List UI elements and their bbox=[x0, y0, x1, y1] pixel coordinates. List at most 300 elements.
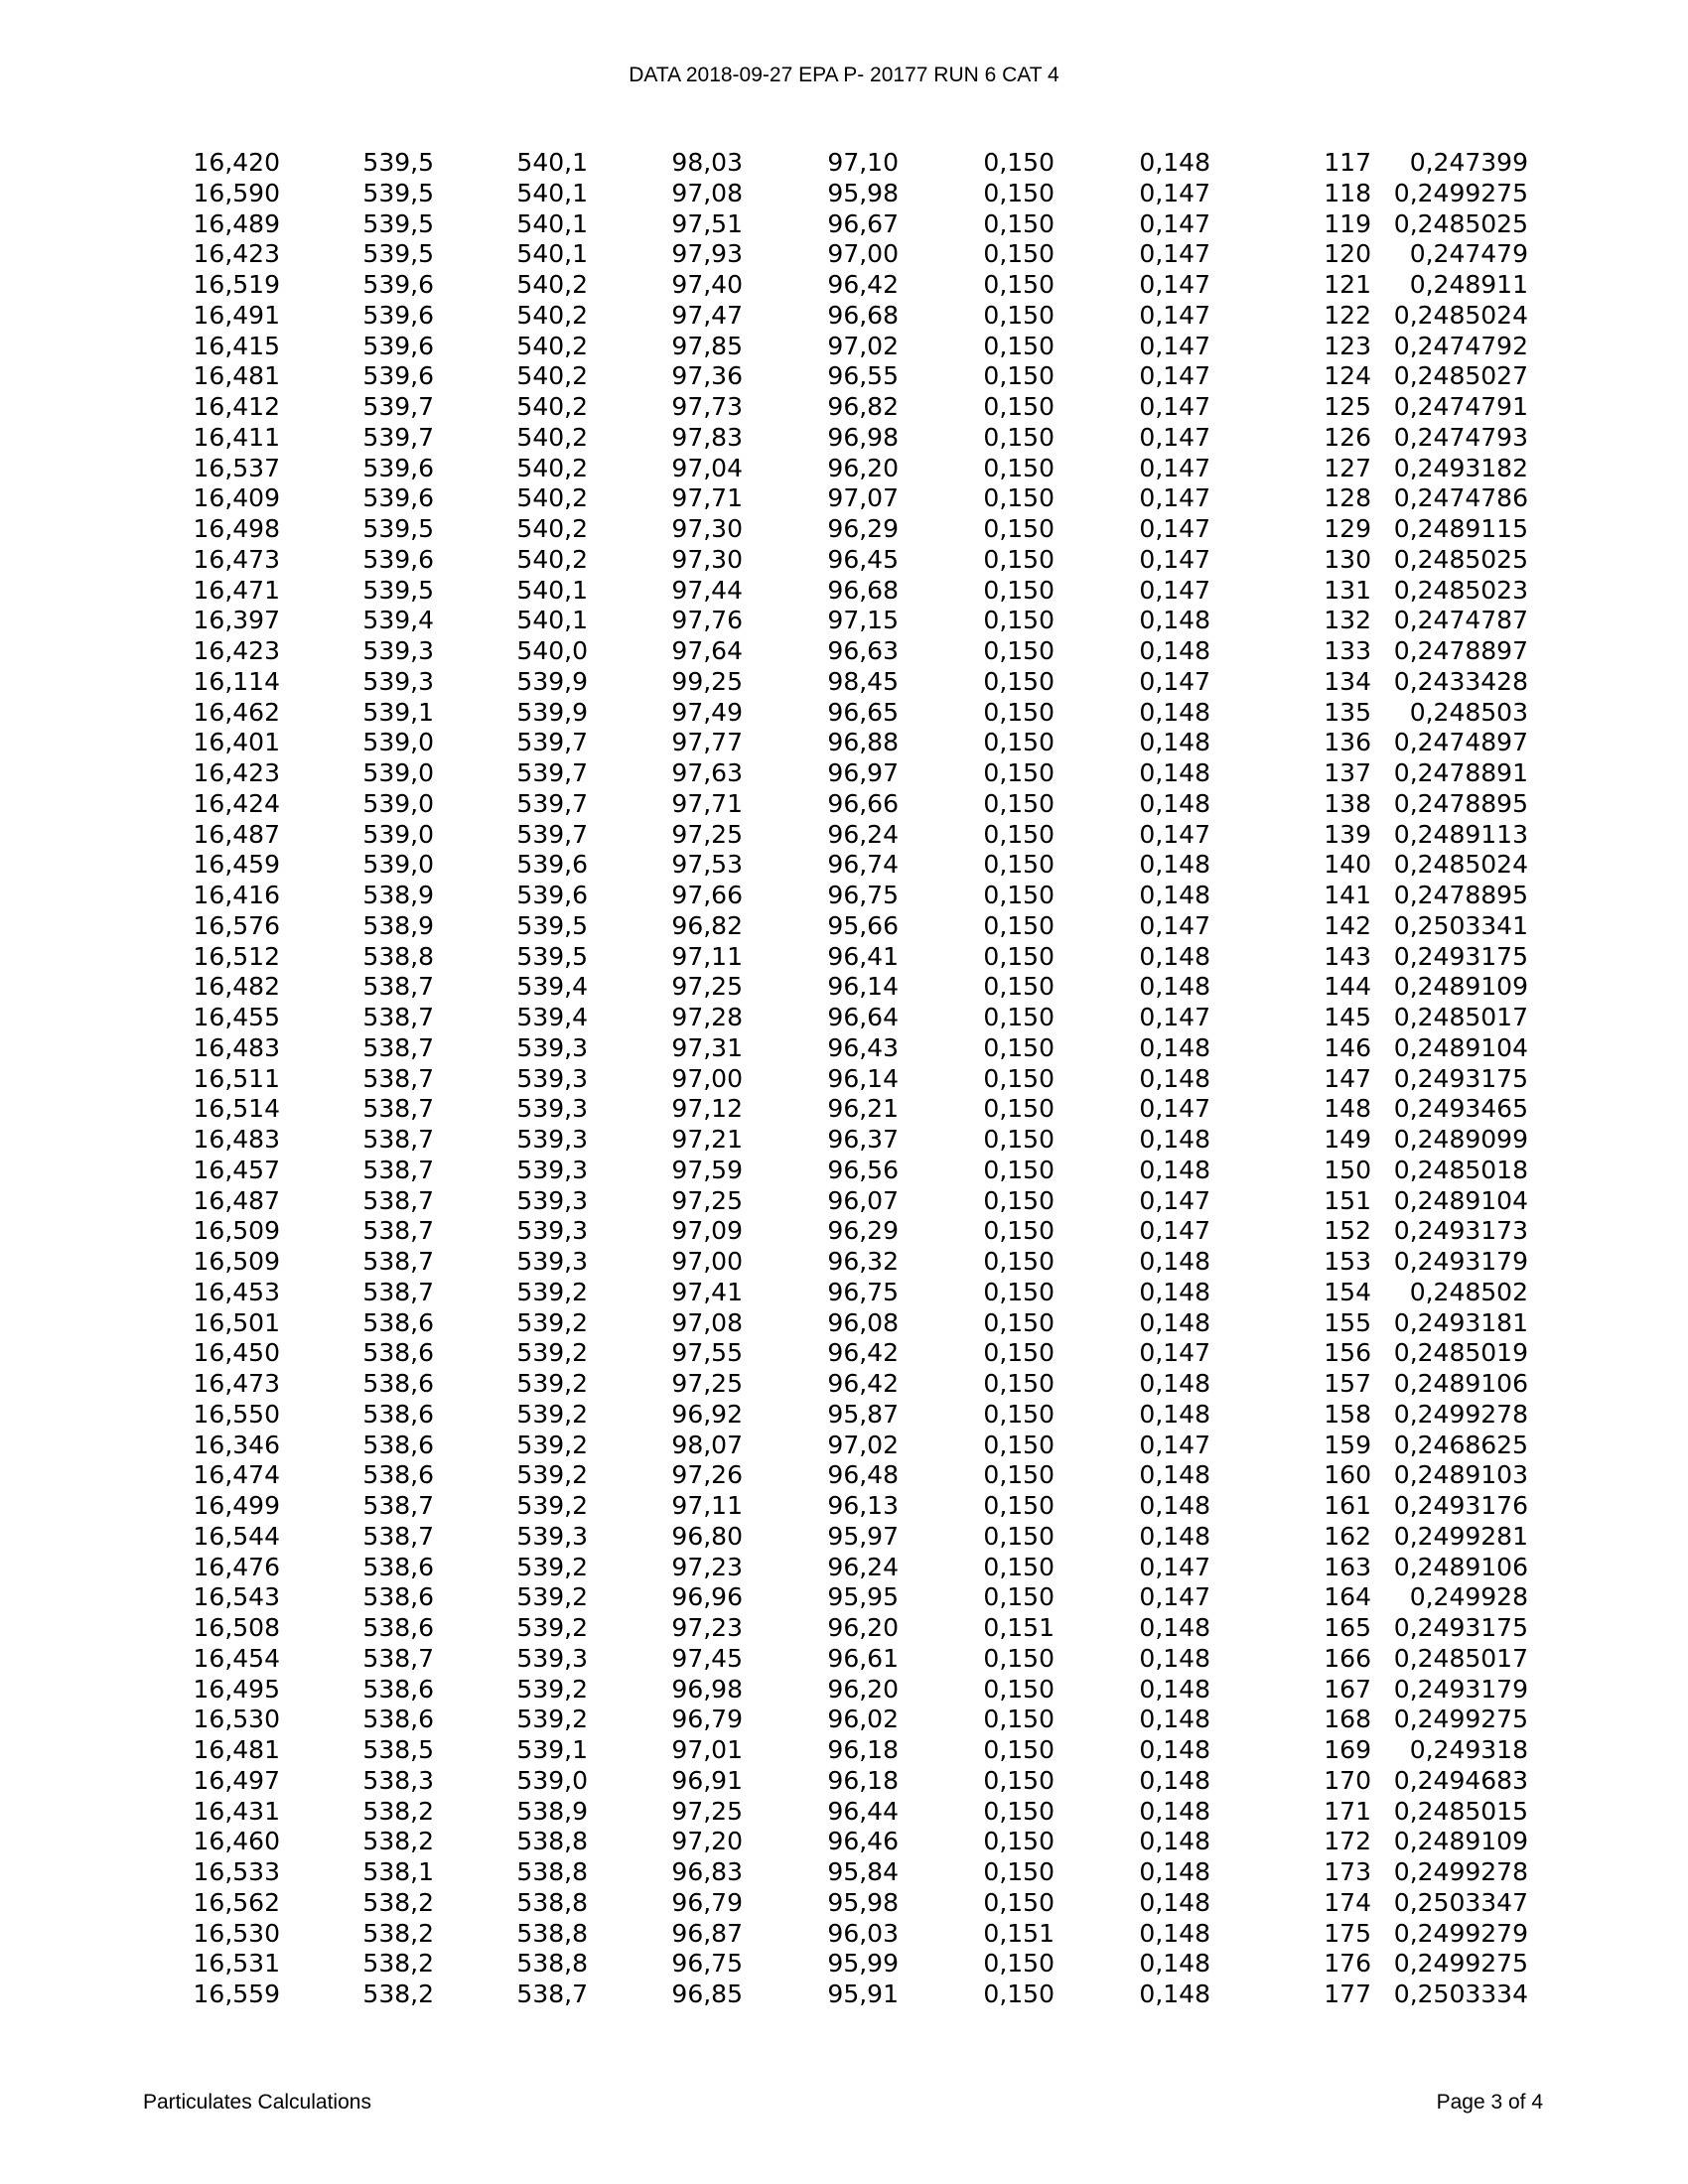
table-row bbox=[149, 911, 1528, 942]
table-cell: 146 bbox=[1324, 1032, 1371, 1062]
table-cell: 149 bbox=[1324, 1125, 1371, 1154]
table-cell: 16,431 bbox=[193, 1796, 280, 1826]
table-cell: 0,2485025 bbox=[1393, 208, 1528, 238]
table-cell: 97,23 bbox=[671, 1552, 743, 1581]
table-cell: 538,8 bbox=[516, 1887, 588, 1917]
table-cell: 0,2478895 bbox=[1393, 881, 1528, 909]
table-cell: 97,31 bbox=[671, 1032, 743, 1062]
table-cell: 538,7 bbox=[362, 1521, 434, 1551]
table-cell: 16,533 bbox=[193, 1857, 280, 1886]
table-row bbox=[149, 392, 1528, 423]
table-cell: 97,11 bbox=[671, 1491, 743, 1520]
table-cell: 16,562 bbox=[193, 1887, 280, 1917]
table-row bbox=[149, 1582, 1528, 1613]
table-row bbox=[149, 1278, 1528, 1308]
table-cell: 0,150 bbox=[983, 1247, 1055, 1276]
table-cell: 0,148 bbox=[1139, 1155, 1210, 1184]
table-cell: 0,147 bbox=[1139, 1582, 1210, 1612]
table-cell: 169 bbox=[1324, 1735, 1371, 1764]
table-cell: 0,150 bbox=[983, 514, 1055, 543]
table-cell: 97,41 bbox=[671, 1277, 743, 1306]
table-cell: 0,150 bbox=[983, 1094, 1055, 1124]
table-cell: 539,5 bbox=[516, 941, 588, 971]
table-cell: 0,2499279 bbox=[1393, 1918, 1528, 1948]
table-cell: 96,66 bbox=[827, 788, 899, 818]
table-cell: 97,59 bbox=[671, 1155, 743, 1184]
table-cell: 0,150 bbox=[983, 1582, 1055, 1612]
table-cell: 97,09 bbox=[671, 1216, 743, 1246]
table-cell: 0,2493181 bbox=[1393, 1307, 1528, 1337]
table-cell: 539,2 bbox=[516, 1613, 588, 1642]
table-cell: 96,24 bbox=[827, 819, 899, 849]
table-cell: 96,85 bbox=[671, 1979, 743, 2008]
table-cell: 148 bbox=[1324, 1094, 1371, 1124]
table-cell: 97,25 bbox=[671, 972, 743, 1002]
table-cell: 165 bbox=[1324, 1613, 1371, 1642]
table-cell: 97,76 bbox=[671, 606, 743, 635]
table-cell: 16,412 bbox=[193, 392, 280, 421]
table-cell: 16,489 bbox=[193, 208, 280, 238]
table-cell: 0,148 bbox=[1139, 941, 1210, 971]
table-cell: 539,9 bbox=[516, 666, 588, 696]
table-cell: 97,49 bbox=[671, 697, 743, 727]
table-cell: 135 bbox=[1324, 697, 1371, 727]
table-cell: 0,150 bbox=[983, 1063, 1055, 1093]
table-cell: 168 bbox=[1324, 1705, 1371, 1734]
table-cell: 539,4 bbox=[362, 606, 434, 635]
table-cell: 16,511 bbox=[193, 1063, 280, 1093]
table-cell: 0,148 bbox=[1139, 1369, 1210, 1398]
table-cell: 539,5 bbox=[362, 178, 434, 207]
table-cell: 97,64 bbox=[671, 636, 743, 665]
table-cell: 538,7 bbox=[362, 1277, 434, 1306]
table-cell: 538,6 bbox=[362, 1338, 434, 1368]
table-cell: 0,2489104 bbox=[1393, 1185, 1528, 1215]
table-row bbox=[149, 820, 1528, 851]
table-cell: 0,150 bbox=[983, 636, 1055, 665]
table-cell: 0,2474791 bbox=[1393, 392, 1528, 421]
table-cell: 538,7 bbox=[362, 1185, 434, 1215]
table-cell: 538,2 bbox=[362, 1827, 434, 1856]
table-cell: 96,65 bbox=[827, 697, 899, 727]
table-cell: 539,4 bbox=[516, 1003, 588, 1031]
table-cell: 0,2485027 bbox=[1393, 361, 1528, 391]
table-cell: 0,150 bbox=[983, 758, 1055, 787]
table-cell: 96,29 bbox=[827, 1216, 899, 1246]
table-row bbox=[149, 483, 1528, 514]
table-cell: 0,148 bbox=[1139, 1765, 1210, 1795]
table-cell: 540,0 bbox=[516, 636, 588, 665]
table-cell: 539,0 bbox=[362, 788, 434, 818]
table-cell: 97,01 bbox=[671, 1735, 743, 1764]
table-row bbox=[149, 881, 1528, 911]
table-cell: 539,2 bbox=[516, 1491, 588, 1520]
table-cell: 0,151 bbox=[983, 1918, 1055, 1948]
table-cell: 539,3 bbox=[362, 666, 434, 696]
table-cell: 539,0 bbox=[516, 1765, 588, 1795]
table-cell: 141 bbox=[1324, 881, 1371, 909]
table-row bbox=[149, 301, 1528, 332]
table-cell: 0,148 bbox=[1139, 1887, 1210, 1917]
table-cell: 0,148 bbox=[1139, 1857, 1210, 1886]
table-cell: 16,114 bbox=[193, 666, 280, 696]
table-cell: 16,454 bbox=[193, 1643, 280, 1673]
table-cell: 0,148 bbox=[1139, 1460, 1210, 1490]
table-row bbox=[149, 514, 1528, 545]
table-cell: 538,7 bbox=[362, 1491, 434, 1520]
table-cell: 96,83 bbox=[671, 1857, 743, 1886]
table-cell: 0,147 bbox=[1139, 910, 1210, 940]
table-row bbox=[149, 1735, 1528, 1766]
table-cell: 96,20 bbox=[827, 1613, 899, 1642]
table-cell: 96,24 bbox=[827, 1552, 899, 1581]
table-cell: 0,148 bbox=[1139, 881, 1210, 909]
table-cell: 96,43 bbox=[827, 1032, 899, 1062]
table-cell: 97,21 bbox=[671, 1125, 743, 1154]
table-cell: 16,491 bbox=[193, 300, 280, 330]
table-cell: 0,147 bbox=[1139, 666, 1210, 696]
table-cell: 96,98 bbox=[827, 422, 899, 452]
table-cell: 130 bbox=[1324, 544, 1371, 574]
table-cell: 539,1 bbox=[362, 697, 434, 727]
table-cell: 0,2485024 bbox=[1393, 300, 1528, 330]
table-cell: 539,2 bbox=[516, 1705, 588, 1734]
table-cell: 0,2485025 bbox=[1393, 544, 1528, 574]
table-cell: 96,03 bbox=[827, 1918, 899, 1948]
table-cell: 0,148 bbox=[1139, 788, 1210, 818]
table-cell: 0,150 bbox=[983, 941, 1055, 971]
table-cell: 158 bbox=[1324, 1399, 1371, 1429]
table-row bbox=[149, 1033, 1528, 1064]
table-cell: 97,15 bbox=[827, 606, 899, 635]
table-cell: 539,7 bbox=[516, 758, 588, 787]
table-cell: 0,150 bbox=[983, 1338, 1055, 1368]
table-cell: 0,247479 bbox=[1409, 239, 1528, 269]
table-cell: 16,415 bbox=[193, 331, 280, 360]
table-cell: 155 bbox=[1324, 1307, 1371, 1337]
table-cell: 153 bbox=[1324, 1247, 1371, 1276]
table-cell: 0,2493179 bbox=[1393, 1247, 1528, 1276]
table-row bbox=[149, 1064, 1528, 1095]
table-cell: 175 bbox=[1324, 1918, 1371, 1948]
table-cell: 0,150 bbox=[983, 1552, 1055, 1581]
table-cell: 0,148 bbox=[1139, 728, 1210, 757]
table-cell: 16,459 bbox=[193, 850, 280, 880]
table-cell: 16,409 bbox=[193, 483, 280, 513]
table-cell: 96,55 bbox=[827, 361, 899, 391]
table-cell: 0,2474787 bbox=[1393, 606, 1528, 635]
table-cell: 123 bbox=[1324, 331, 1371, 360]
table-cell: 0,148 bbox=[1139, 1674, 1210, 1704]
footer-document-title: Particulates Calculations bbox=[143, 2091, 371, 2114]
table-row bbox=[149, 179, 1528, 209]
table-cell: 538,5 bbox=[362, 1735, 434, 1764]
table-cell: 0,150 bbox=[983, 1185, 1055, 1215]
table-cell: 538,8 bbox=[516, 1918, 588, 1948]
table-cell: 16,423 bbox=[193, 758, 280, 787]
table-cell: 539,7 bbox=[516, 788, 588, 818]
table-cell: 0,2489106 bbox=[1393, 1369, 1528, 1398]
table-cell: 0,150 bbox=[983, 1399, 1055, 1429]
table-cell: 538,6 bbox=[362, 1460, 434, 1490]
table-cell: 0,2499275 bbox=[1393, 178, 1528, 207]
table-cell: 97,85 bbox=[671, 331, 743, 360]
table-row bbox=[149, 1979, 1528, 2010]
table-cell: 539,7 bbox=[362, 392, 434, 421]
table-cell: 96,64 bbox=[827, 1003, 899, 1031]
table-cell: 96,46 bbox=[827, 1827, 899, 1856]
table-cell: 0,150 bbox=[983, 881, 1055, 909]
table-cell: 133 bbox=[1324, 636, 1371, 665]
table-cell: 0,150 bbox=[983, 1949, 1055, 1979]
table-cell: 0,150 bbox=[983, 178, 1055, 207]
table-cell: 96,74 bbox=[827, 850, 899, 880]
table-cell: 99,25 bbox=[671, 666, 743, 696]
table-cell: 540,1 bbox=[516, 178, 588, 207]
table-row bbox=[149, 1949, 1528, 1979]
table-cell: 538,8 bbox=[516, 1857, 588, 1886]
table-row bbox=[149, 361, 1528, 392]
table-cell: 0,150 bbox=[983, 1307, 1055, 1337]
table-cell: 0,147 bbox=[1139, 819, 1210, 849]
table-cell: 0,150 bbox=[983, 1491, 1055, 1520]
table-cell: 16,501 bbox=[193, 1307, 280, 1337]
table-cell: 0,150 bbox=[983, 1460, 1055, 1490]
table-cell: 0,2493175 bbox=[1393, 941, 1528, 971]
table-cell: 16,512 bbox=[193, 941, 280, 971]
table-row bbox=[149, 454, 1528, 484]
table-cell: 0,150 bbox=[983, 1857, 1055, 1886]
table-cell: 97,40 bbox=[671, 270, 743, 299]
table-cell: 0,148 bbox=[1139, 1307, 1210, 1337]
table-cell: 97,23 bbox=[671, 1613, 743, 1642]
table-cell: 127 bbox=[1324, 453, 1371, 482]
table-cell: 0,150 bbox=[983, 1430, 1055, 1459]
table-cell: 538,7 bbox=[362, 972, 434, 1002]
table-cell: 0,147 bbox=[1139, 514, 1210, 543]
table-row bbox=[149, 667, 1528, 698]
table-cell: 540,1 bbox=[516, 575, 588, 605]
table-cell: 97,63 bbox=[671, 758, 743, 787]
table-cell: 0,150 bbox=[983, 1521, 1055, 1551]
table-cell: 0,147 bbox=[1139, 178, 1210, 207]
table-cell: 166 bbox=[1324, 1643, 1371, 1673]
table-cell: 540,2 bbox=[516, 514, 588, 543]
table-cell: 167 bbox=[1324, 1674, 1371, 1704]
table-cell: 0,150 bbox=[983, 300, 1055, 330]
table-cell: 0,2474793 bbox=[1393, 422, 1528, 452]
table-row bbox=[149, 545, 1528, 576]
table-cell: 97,93 bbox=[671, 239, 743, 269]
table-cell: 0,249928 bbox=[1409, 1582, 1528, 1612]
table-cell: 0,148 bbox=[1139, 1705, 1210, 1734]
table-cell: 140 bbox=[1324, 850, 1371, 880]
table-cell: 539,2 bbox=[516, 1460, 588, 1490]
table-cell: 0,148 bbox=[1139, 1979, 1210, 2008]
table-cell: 0,147 bbox=[1139, 544, 1210, 574]
table-cell: 539,6 bbox=[516, 850, 588, 880]
table-cell: 539,5 bbox=[362, 514, 434, 543]
table-cell: 16,401 bbox=[193, 728, 280, 757]
table-cell: 98,45 bbox=[827, 666, 899, 696]
table-cell: 129 bbox=[1324, 514, 1371, 543]
table-cell: 96,32 bbox=[827, 1247, 899, 1276]
table-cell: 0,147 bbox=[1139, 1003, 1210, 1031]
table-cell: 97,07 bbox=[827, 483, 899, 513]
table-cell: 0,2485017 bbox=[1393, 1003, 1528, 1031]
table-cell: 96,75 bbox=[827, 1277, 899, 1306]
table-cell: 97,12 bbox=[671, 1094, 743, 1124]
table-row bbox=[149, 1613, 1528, 1644]
table-cell: 0,248503 bbox=[1409, 697, 1528, 727]
table-cell: 96,75 bbox=[827, 881, 899, 909]
table-cell: 16,424 bbox=[193, 788, 280, 818]
table-cell: 132 bbox=[1324, 606, 1371, 635]
table-row bbox=[149, 1125, 1528, 1156]
table-cell: 0,2503341 bbox=[1393, 910, 1528, 940]
table-cell: 0,150 bbox=[983, 1125, 1055, 1154]
table-cell: 538,2 bbox=[362, 1796, 434, 1826]
table-cell: 0,148 bbox=[1139, 1918, 1210, 1948]
table-cell: 96,14 bbox=[827, 1063, 899, 1093]
table-cell: 16,423 bbox=[193, 636, 280, 665]
table-cell: 0,2494683 bbox=[1393, 1765, 1528, 1795]
table-cell: 122 bbox=[1324, 300, 1371, 330]
table-cell: 96,42 bbox=[827, 270, 899, 299]
table-cell: 538,6 bbox=[362, 1705, 434, 1734]
table-cell: 95,95 bbox=[827, 1582, 899, 1612]
table-cell: 0,2489104 bbox=[1393, 1032, 1528, 1062]
table-cell: 16,537 bbox=[193, 453, 280, 482]
table-cell: 16,450 bbox=[193, 1338, 280, 1368]
table-cell: 96,41 bbox=[827, 941, 899, 971]
table-cell: 0,150 bbox=[983, 1369, 1055, 1398]
table-cell: 540,2 bbox=[516, 270, 588, 299]
table-cell: 97,66 bbox=[671, 881, 743, 909]
table-cell: 160 bbox=[1324, 1460, 1371, 1490]
table-cell: 16,590 bbox=[193, 178, 280, 207]
table-cell: 16,495 bbox=[193, 1674, 280, 1704]
table-cell: 539,2 bbox=[516, 1674, 588, 1704]
table-row bbox=[149, 942, 1528, 973]
table-cell: 16,346 bbox=[193, 1430, 280, 1459]
table-cell: 97,30 bbox=[671, 514, 743, 543]
table-cell: 0,2499278 bbox=[1393, 1399, 1528, 1429]
table-cell: 539,3 bbox=[516, 1125, 588, 1154]
table-cell: 538,1 bbox=[362, 1857, 434, 1886]
table-cell: 151 bbox=[1324, 1185, 1371, 1215]
table-cell: 96,68 bbox=[827, 300, 899, 330]
table-cell: 171 bbox=[1324, 1796, 1371, 1826]
table-cell: 136 bbox=[1324, 728, 1371, 757]
table-cell: 0,150 bbox=[983, 1216, 1055, 1246]
table-cell: 96,08 bbox=[827, 1307, 899, 1337]
page-header-title: DATA 2018-09-27 EPA P- 20177 RUN 6 CAT 4 bbox=[629, 64, 1059, 86]
table-cell: 0,150 bbox=[983, 697, 1055, 727]
table-cell: 143 bbox=[1324, 941, 1371, 971]
table-cell: 96,02 bbox=[827, 1705, 899, 1734]
table-cell: 538,7 bbox=[362, 1032, 434, 1062]
table-cell: 0,150 bbox=[983, 331, 1055, 360]
table-cell: 96,29 bbox=[827, 514, 899, 543]
table-cell: 121 bbox=[1324, 270, 1371, 299]
table-cell: 119 bbox=[1324, 208, 1371, 238]
table-cell: 0,150 bbox=[983, 544, 1055, 574]
table-cell: 0,147 bbox=[1139, 575, 1210, 605]
table-row bbox=[149, 1644, 1528, 1675]
table-cell: 134 bbox=[1324, 666, 1371, 696]
table-cell: 539,3 bbox=[516, 1185, 588, 1215]
table-cell: 97,02 bbox=[827, 331, 899, 360]
table-cell: 97,10 bbox=[827, 148, 899, 177]
table-cell: 144 bbox=[1324, 972, 1371, 1002]
table-cell: 540,2 bbox=[516, 331, 588, 360]
table-cell: 95,98 bbox=[827, 178, 899, 207]
table-cell: 96,91 bbox=[671, 1765, 743, 1795]
table-cell: 0,147 bbox=[1139, 331, 1210, 360]
table-cell: 0,148 bbox=[1139, 1796, 1210, 1826]
table-cell: 539,2 bbox=[516, 1430, 588, 1459]
table-cell: 97,71 bbox=[671, 483, 743, 513]
table-cell: 0,2493176 bbox=[1393, 1491, 1528, 1520]
table-cell: 540,1 bbox=[516, 606, 588, 635]
table-cell: 97,00 bbox=[827, 239, 899, 269]
table-row bbox=[149, 972, 1528, 1003]
table-cell: 0,2489109 bbox=[1393, 972, 1528, 1002]
table-cell: 0,2489103 bbox=[1393, 1460, 1528, 1490]
table-cell: 98,07 bbox=[671, 1430, 743, 1459]
table-cell: 16,471 bbox=[193, 575, 280, 605]
table-cell: 539,6 bbox=[362, 331, 434, 360]
table-cell: 16,462 bbox=[193, 697, 280, 727]
table-cell: 0,150 bbox=[983, 1979, 1055, 2008]
table-cell: 96,63 bbox=[827, 636, 899, 665]
table-cell: 0,150 bbox=[983, 1032, 1055, 1062]
table-cell: 150 bbox=[1324, 1155, 1371, 1184]
table-cell: 161 bbox=[1324, 1491, 1371, 1520]
table-row bbox=[149, 332, 1528, 362]
table-row bbox=[149, 1003, 1528, 1033]
table-cell: 170 bbox=[1324, 1765, 1371, 1795]
table-cell: 539,0 bbox=[362, 850, 434, 880]
table-cell: 539,0 bbox=[362, 728, 434, 757]
table-cell: 538,6 bbox=[362, 1674, 434, 1704]
table-cell: 0,150 bbox=[983, 270, 1055, 299]
table-cell: 0,150 bbox=[983, 972, 1055, 1002]
table-cell: 539,0 bbox=[362, 758, 434, 787]
table-cell: 164 bbox=[1324, 1582, 1371, 1612]
table-cell: 538,6 bbox=[362, 1552, 434, 1581]
table-cell: 0,147 bbox=[1139, 239, 1210, 269]
footer-page-number: Page 3 of 4 bbox=[1436, 2091, 1543, 2114]
table-cell: 97,20 bbox=[671, 1827, 743, 1856]
table-row bbox=[149, 1186, 1528, 1217]
table-cell: 96,97 bbox=[827, 758, 899, 787]
table-cell: 0,248911 bbox=[1409, 270, 1528, 299]
table-cell: 539,6 bbox=[516, 881, 588, 909]
table-cell: 0,147 bbox=[1139, 392, 1210, 421]
table-cell: 0,148 bbox=[1139, 850, 1210, 880]
table-cell: 538,2 bbox=[362, 1918, 434, 1948]
table-cell: 0,150 bbox=[983, 208, 1055, 238]
table-cell: 538,2 bbox=[362, 1887, 434, 1917]
table-cell: 97,00 bbox=[671, 1247, 743, 1276]
table-cell: 16,509 bbox=[193, 1216, 280, 1246]
table-cell: 16,455 bbox=[193, 1003, 280, 1031]
table-cell: 97,55 bbox=[671, 1338, 743, 1368]
table-cell: 16,473 bbox=[193, 1369, 280, 1398]
table-cell: 538,6 bbox=[362, 1307, 434, 1337]
